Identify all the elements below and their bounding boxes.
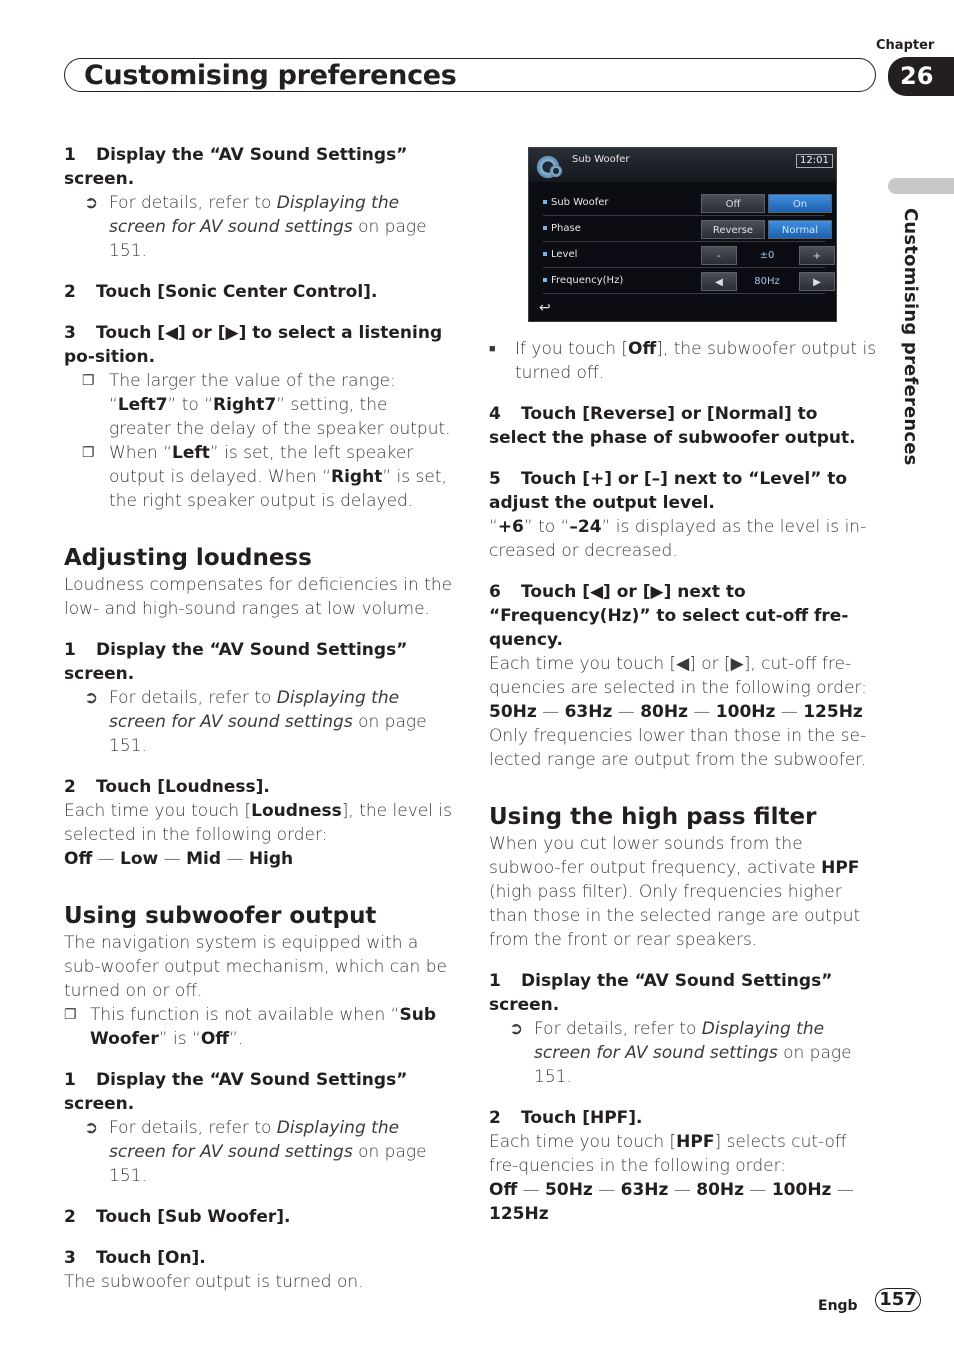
paragraph: Loudness compensates for deficiencies in the low- and high-sound ranges at low volume. — [64, 575, 453, 619]
paragraph: Only frequencies lower than those in the se-lected range are output from the subwoofer. — [489, 726, 867, 770]
setting-row — [543, 244, 825, 268]
bullet-icon: ■ — [489, 342, 496, 355]
step: 2 Touch [Sub Woofer]. — [64, 1207, 291, 1227]
paragraph: Each time you touch [◀] or [▶], cut-off fre-quencies are selected in the following order: — [489, 654, 867, 698]
step: 5 Touch [+] or [–] next to “Level” to adjust the output level. — [489, 469, 848, 513]
setting-row — [543, 192, 825, 216]
arrow-icon: ➲ — [84, 193, 99, 213]
step: 6 Touch [◀] or [▶] next to “Frequency(Hz)” to select cut-off fre-quency. — [489, 582, 849, 650]
paragraph: The subwoofer output is turned on. — [64, 1272, 364, 1292]
left-arrow-button[interactable]: ◀ — [701, 272, 737, 291]
section-heading: Using the high pass filter — [489, 804, 817, 830]
step: 1 Display the “AV Sound Settings” screen. — [64, 145, 408, 189]
level-value: ±0 — [759, 250, 775, 261]
step: 3 Touch [◀] or [▶] to select a listening po-sition. — [64, 323, 443, 367]
off-button[interactable]: Off — [701, 194, 765, 213]
screen-title: Sub Woofer — [572, 154, 630, 165]
side-label: Customising preferences — [900, 208, 921, 466]
sub-woofer-screenshot — [528, 147, 837, 322]
section-heading: Adjusting loudness — [64, 545, 312, 571]
frequency-value: 80Hz — [754, 276, 780, 287]
note: ➲ For details, refer to Displaying the screen for AV sound settings on page 151. — [84, 193, 427, 261]
chapter-label: Chapter — [876, 38, 935, 53]
step: 2 Touch [Loudness]. — [64, 777, 270, 797]
section-heading: Using subwoofer output — [64, 903, 377, 929]
plus-button[interactable]: + — [799, 246, 835, 265]
step: 1 Display the “AV Sound Settings” screen. — [64, 1070, 408, 1114]
back-icon[interactable]: ↩ — [539, 300, 551, 316]
order-list: Off — Low — Mid — High — [64, 849, 294, 869]
paragraph: Each time you touch [HPF] selects cut-off fre-quencies in the following order: — [489, 1132, 847, 1176]
side-tab — [888, 178, 954, 194]
clock: 12:01 — [796, 154, 833, 168]
note: ❐ The larger the value of the range: “Left7” to “Right7” setting, the greater the delay of the speaker output. — [82, 371, 451, 439]
step: 2 Touch [HPF]. — [489, 1108, 643, 1128]
step: 4 Touch [Reverse] or [Normal] to select the phase of subwoofer output. — [489, 404, 856, 448]
paragraph: Each time you touch [Loudness], the level is selected in the following order: — [64, 801, 452, 845]
step: 2 Touch [Sonic Center Control]. — [64, 282, 378, 302]
setting-label: Phase — [543, 223, 581, 234]
note: ➲ For details, refer to Displaying the screen for AV sound settings on page 151. — [84, 1118, 427, 1186]
reverse-button[interactable]: Reverse — [701, 220, 765, 239]
order-list: Off — 50Hz — 63Hz — 80Hz — 100Hz — 125Hz — [489, 1180, 854, 1224]
arrow-icon: ➲ — [509, 1019, 524, 1039]
gear-icon — [549, 164, 563, 178]
arrow-icon: ➲ — [84, 1118, 99, 1138]
page-title: Customising preferences — [84, 60, 457, 91]
step: 1 Display the “AV Sound Settings” screen. — [489, 971, 833, 1015]
setting-label: Frequency(Hz) — [543, 275, 623, 286]
setting-label: Sub Woofer — [543, 197, 609, 208]
note: ■ If you touch [Off], the subwoofer output is turned off. — [489, 339, 877, 383]
right-column — [489, 337, 879, 1226]
paragraph: When you cut lower sounds from the subwoo-fer output frequency, activate HPF (high pass filter). Only frequencies higher than those in the selected range are output from the front or rear speakers. — [489, 834, 861, 950]
setting-row — [543, 218, 825, 242]
on-button[interactable]: On — [768, 194, 832, 213]
screen-header — [529, 148, 836, 182]
note: ❐ When “Left” is set, the left speaker output is delayed. When “Right” is set, the right speaker output is delayed. — [82, 443, 447, 511]
step: 3 Touch [On]. — [64, 1248, 206, 1268]
chapter-number: 26 — [888, 57, 954, 96]
checkbox-icon: ❐ — [82, 373, 95, 389]
arrow-icon: ➲ — [84, 688, 99, 708]
note: ➲ For details, refer to Displaying the screen for AV sound settings on page 151. — [84, 688, 427, 756]
order-list: 50Hz — 63Hz — 80Hz — 100Hz — 125Hz — [489, 702, 863, 722]
normal-button[interactable]: Normal — [768, 220, 832, 239]
setting-row — [543, 270, 825, 294]
note: ➲ For details, refer to Displaying the screen for AV sound settings on page 151. — [509, 1019, 852, 1087]
checkbox-icon: ❐ — [82, 445, 95, 461]
left-column — [64, 143, 454, 1294]
paragraph: “+6” to “–24” is displayed as the level is in-creased or decreased. — [489, 517, 867, 561]
right-arrow-button[interactable]: ▶ — [799, 272, 835, 291]
paragraph: The navigation system is equipped with a sub-woofer output mechanism, which can be turned on or off. — [64, 933, 447, 1001]
minus-button[interactable]: - — [701, 246, 737, 265]
checkbox-icon: ❐ — [64, 1007, 77, 1023]
note: ❐ This function is not available when “Sub Woofer” is “Off”. — [64, 1005, 436, 1049]
setting-label: Level — [543, 249, 577, 260]
language-label: Engb — [818, 1298, 858, 1314]
step: 1 Display the “AV Sound Settings” screen. — [64, 640, 408, 684]
page-number: 157 — [875, 1288, 921, 1312]
